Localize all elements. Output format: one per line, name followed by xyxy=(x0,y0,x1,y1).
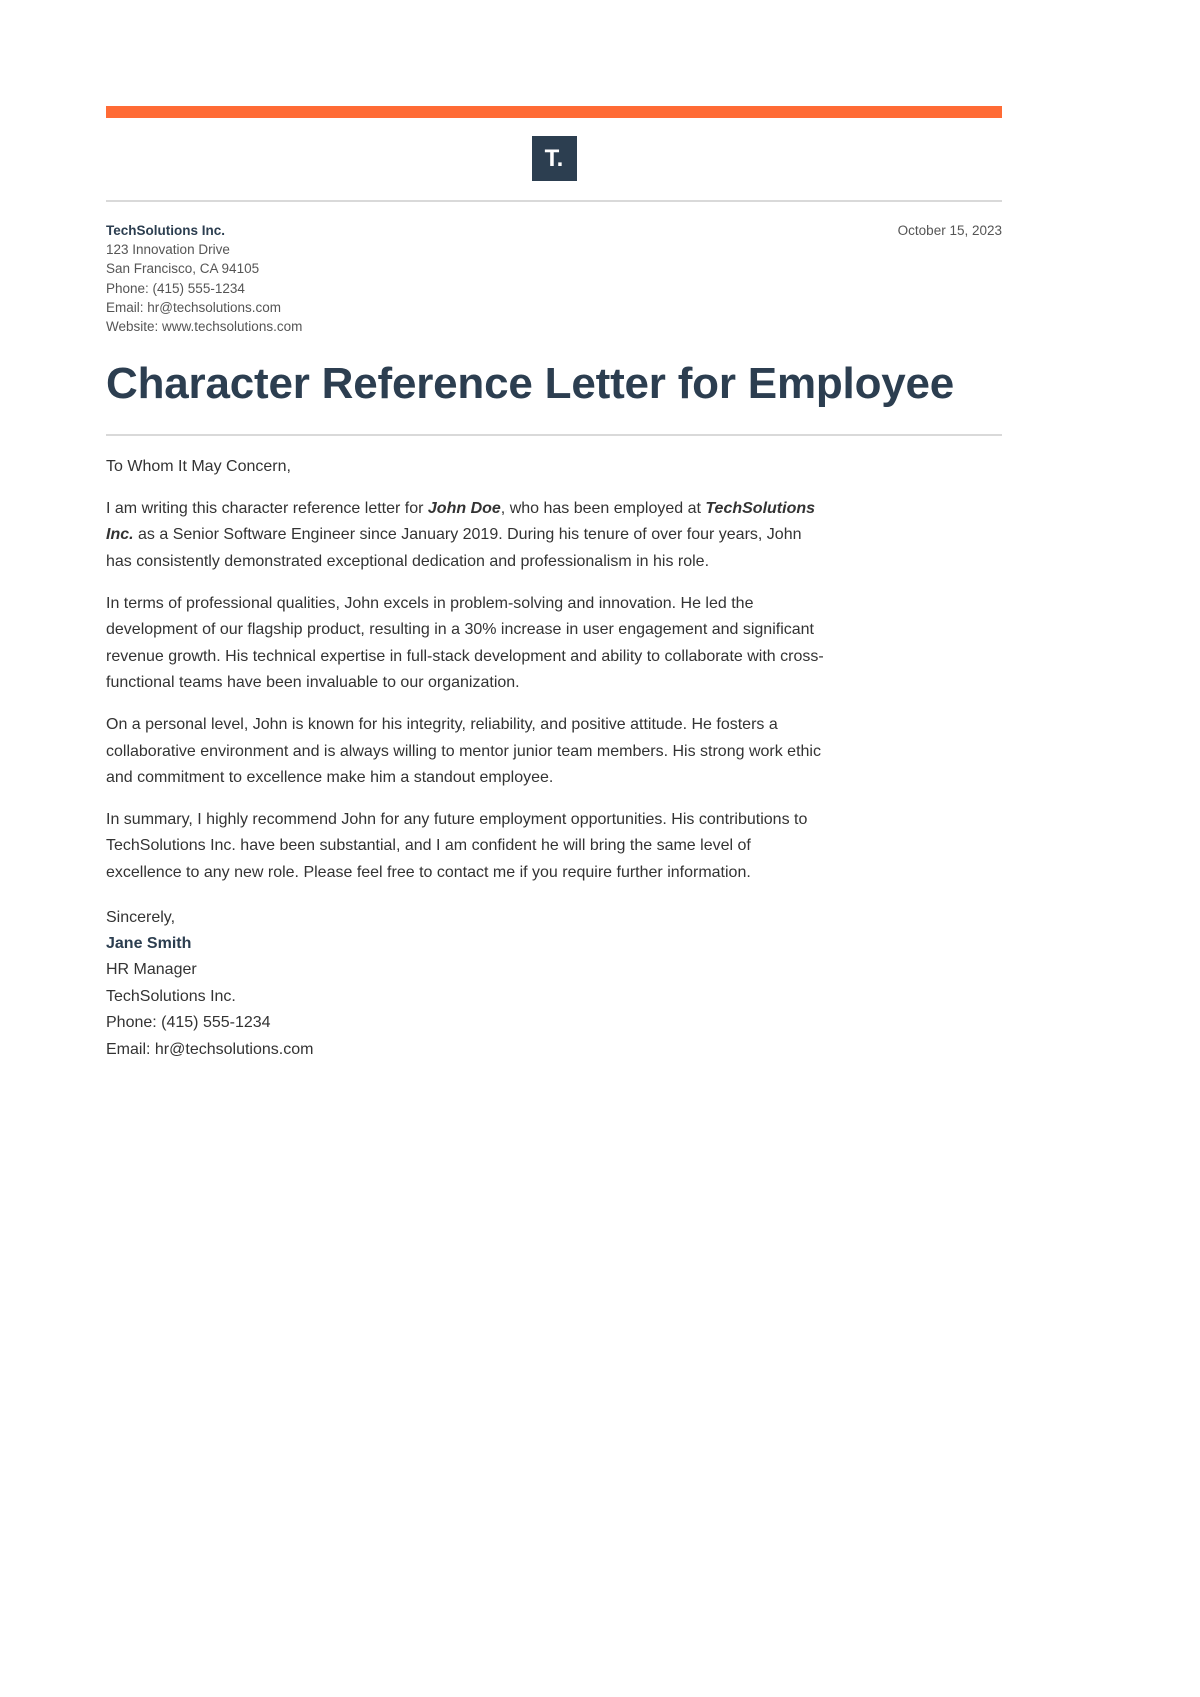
closing: Sincerely, xyxy=(106,908,176,926)
title-divider xyxy=(106,434,1002,436)
sender-website: Website: www.techsolutions.com xyxy=(106,319,303,335)
signer-phone: Phone: (415) 555-1234 xyxy=(106,1014,271,1032)
intro-text-3: as a Senior Software Engineer since January 2019. During his tenure of over four years, John has consistently demonstrated exceptional dedication and professionalism in his role. xyxy=(106,526,802,570)
signer-company: TechSolutions Inc. xyxy=(106,987,236,1005)
sender-company: TechSolutions Inc. xyxy=(106,223,226,238)
employer-name: TechSolutions Inc. xyxy=(106,499,816,544)
paragraph-professional: In terms of professional qualities, John excels in problem-solving and innovation. He led the development of our flagship product, resulting in a 30% increase in user engagement and significant revenue growth. His technical expertise in full-stack development and ability to collaborate with cross-functional teams have been invaluable to our organization. xyxy=(106,594,824,692)
intro-text-1: I am writing this character reference letter for xyxy=(106,499,428,517)
signer-role: HR Manager xyxy=(106,961,197,979)
letter-page xyxy=(106,106,1002,1063)
sender-email: Email: hr@techsolutions.com xyxy=(106,299,282,315)
paragraph-intro xyxy=(106,496,828,576)
sender-address-line1: 123 Innovation Drive xyxy=(106,242,230,258)
logo-container xyxy=(106,136,1002,181)
sender-address-line2: San Francisco, CA 94105 xyxy=(106,261,260,277)
company-logo-icon: T. xyxy=(532,136,577,181)
sender-phone: Phone: (415) 555-1234 xyxy=(106,280,245,296)
letter-body xyxy=(106,454,828,886)
paragraph-personal: On a personal level, John is known for his integrity, reliability, and positive attitude. He fosters a collaborative environment and is always willing to mentor junior team members. His strong work ethic and commitment to excellence make him a standout employee. xyxy=(106,715,821,787)
letterhead xyxy=(106,221,1002,336)
letter-date: October 15, 2023 xyxy=(897,223,1002,238)
salutation: To Whom It May Concern, xyxy=(106,458,291,476)
signature-block xyxy=(106,905,1002,1063)
letter-title: Character Reference Letter for Employee xyxy=(106,359,955,409)
employee-name: John Doe xyxy=(427,499,501,517)
header-divider xyxy=(106,200,1002,202)
accent-bar xyxy=(106,106,1002,118)
signer-email: Email: hr@techsolutions.com xyxy=(106,1040,314,1058)
sender-info xyxy=(106,221,302,336)
intro-text-2: , who has been employed at xyxy=(500,499,706,517)
signer-name: Jane Smith xyxy=(106,934,192,952)
paragraph-summary: In summary, I highly recommend John for any future employment opportunities. His contributions to TechSolutions Inc. have been substantial, and I am confident he will bring the same level of excellence to any new role. Please feel free to contact me if you require further information. xyxy=(106,810,808,881)
